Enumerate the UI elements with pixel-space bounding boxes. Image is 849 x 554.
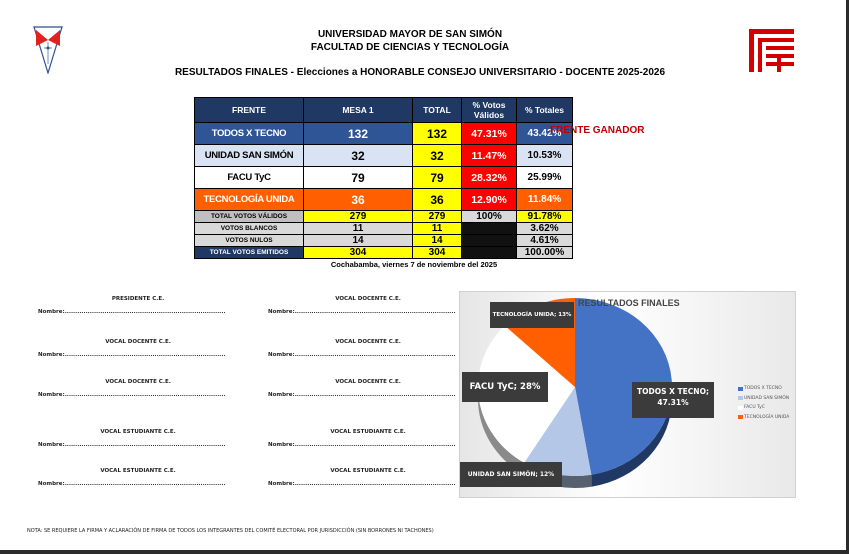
pct-totales: 91.78% [517, 211, 573, 223]
mesa1-votes: 11 [304, 223, 413, 235]
legend-label: UNIDAD SAN SIMÓN [744, 395, 790, 401]
mesa1-votes: 79 [304, 167, 413, 189]
signature-role: VOCAL ESTUDIANTE C.E. [100, 468, 176, 474]
winner-label: FRENTE GANADOR [550, 125, 645, 136]
signature-block [268, 468, 468, 487]
chart-title: RESULTADOS FINALES [578, 298, 680, 308]
signature-name-line: Nombre:............................................................................. [38, 309, 226, 315]
total-votes: 79 [413, 167, 462, 189]
legend-item [738, 394, 789, 404]
pct-validos: 100% [462, 211, 517, 223]
legend-swatch [738, 387, 743, 391]
header-mesa1: MESA 1 [304, 98, 413, 123]
signature-name-line: Nombre:............................................................................. [38, 352, 226, 358]
mesa1-votes: 279 [304, 211, 413, 223]
signature-role: VOCAL DOCENTE C.E. [335, 339, 401, 345]
summary-row-blancos [195, 223, 573, 235]
pct-totales: 43.42% [517, 123, 573, 145]
total-votes: 279 [413, 211, 462, 223]
signature-name-line: Nombre:............................................................................. [268, 309, 456, 315]
header-pct-totales: % Totales [517, 98, 573, 123]
results-title: RESULTADOS FINALES - Elecciones a HONORABLE CONSEJO UNIVERSITARIO - DOCENTE 2025-2026 [174, 67, 666, 78]
legend-label: FACU TyC [744, 405, 765, 411]
total-votes: 32 [413, 145, 462, 167]
faculty-name: FACULTAD DE CIENCIAS Y TECNOLOGÍA [310, 42, 510, 53]
summary-label: VOTOS NULOS [195, 235, 304, 247]
header-pct-validos: % Votos Válidos [462, 98, 517, 123]
summary-label: TOTAL VOTOS EMITIDOS [195, 247, 304, 259]
mesa1-votes: 304 [304, 247, 413, 259]
signature-block [38, 429, 238, 448]
mesa1-votes: 32 [304, 145, 413, 167]
signature-role: VOCAL DOCENTE C.E. [335, 296, 401, 302]
date-line: Cochabamba, viernes 7 de noviembre del 2025 [330, 260, 498, 269]
legend-swatch [738, 406, 743, 410]
signature-name-line: Nombre:............................................................................. [38, 442, 226, 448]
university-name: UNIVERSIDAD MAYOR DE SAN SIMÓN [317, 29, 503, 40]
pct-validos-empty [462, 235, 517, 247]
frente-name: TECNOLOGÍA UNIDA [195, 189, 304, 211]
header-total: TOTAL [413, 98, 462, 123]
pct-totales: 11.84% [517, 189, 573, 211]
total-votes: 304 [413, 247, 462, 259]
summary-label: VOTOS BLANCOS [195, 223, 304, 235]
pct-validos: 11.47% [462, 145, 517, 167]
summary-label: TOTAL VOTOS VÁLIDOS [195, 211, 304, 223]
pie-chart [459, 291, 796, 498]
table-row [195, 167, 573, 189]
summary-row-nulos [195, 235, 573, 247]
signature-role: VOCAL ESTUDIANTE C.E. [330, 468, 406, 474]
pct-totales: 25.99% [517, 167, 573, 189]
signature-role: VOCAL DOCENTE C.E. [335, 379, 401, 385]
signature-role: VOCAL ESTUDIANTE C.E. [100, 429, 176, 435]
chart-legend [738, 384, 789, 422]
signature-block [38, 468, 238, 487]
pct-validos-empty [462, 223, 517, 235]
legend-swatch [738, 415, 743, 419]
pct-validos: 28.32% [462, 167, 517, 189]
frente-name: UNIDAD SAN SIMÓN [195, 145, 304, 167]
pct-validos: 47.31% [462, 123, 517, 145]
table-header-row [195, 98, 573, 123]
table-row [195, 145, 573, 167]
frente-name: FACU TyC [195, 167, 304, 189]
mesa1-votes: 14 [304, 235, 413, 247]
data-label-tecnologia-unida: TECNOLOGÍA UNIDA; 13% [490, 302, 574, 328]
results-table [194, 97, 573, 259]
signature-name-line: Nombre:............................................................................. [38, 481, 226, 487]
legend-swatch [738, 396, 743, 400]
mesa1-votes: 36 [304, 189, 413, 211]
signature-block [268, 429, 468, 448]
signature-name-line: Nombre:............................................................................. [268, 442, 456, 448]
table-row [195, 123, 573, 145]
total-votes: 14 [413, 235, 462, 247]
legend-item [738, 403, 789, 413]
table-row [195, 189, 573, 211]
signature-block [38, 339, 238, 358]
mesa1-votes: 132 [304, 123, 413, 145]
pct-totales: 4.61% [517, 235, 573, 247]
signature-role: PRESIDENTE C.E. [111, 296, 165, 302]
total-votes: 132 [413, 123, 462, 145]
signature-role: VOCAL DOCENTE C.E. [105, 379, 171, 385]
total-votes: 11 [413, 223, 462, 235]
legend-item [738, 384, 789, 394]
pct-validos: 12.90% [462, 189, 517, 211]
legend-item [738, 413, 789, 423]
signature-name-line: Nombre:............................................................................. [38, 392, 226, 398]
signature-block [38, 379, 238, 398]
pct-validos-empty [462, 247, 517, 259]
summary-row-total-emitidos [195, 247, 573, 259]
signature-role: VOCAL DOCENTE C.E. [105, 339, 171, 345]
summary-row-total-validos [195, 211, 573, 223]
frente-name: TODOS X TECNO [195, 123, 304, 145]
legend-label: TECNOLOGÍA UNIDA [744, 414, 790, 420]
legend-label: TODOS X TECNO [744, 386, 782, 392]
data-label-todos-x-tecno: TODOS X TECNO; 47.31% [632, 382, 714, 418]
total-votes: 36 [413, 189, 462, 211]
signature-block [268, 339, 468, 358]
footer-note: NOTA: SE REQUIERE LA FIRMA Y ACLARACIÓN DE FIRMA DE TODOS LOS INTEGRANTES DEL COMITÉ ELECTORAL POR JURISDICCIÓN (SIN BORRONES NI TACHONES) [27, 528, 434, 534]
signature-block [268, 296, 468, 315]
header-frente: FRENTE [195, 98, 304, 123]
signature-block [268, 379, 468, 398]
signature-role: VOCAL ESTUDIANTE C.E. [330, 429, 406, 435]
pct-totales: 100.00% [517, 247, 573, 259]
signature-name-line: Nombre:............................................................................. [268, 392, 456, 398]
data-label-unidad-san-simon: UNIDAD SAN SIMÓN; 12% [460, 462, 562, 487]
pct-totales: 10.53% [517, 145, 573, 167]
data-label-facu-tyc: FACU TyC; 28% [462, 372, 548, 402]
signature-name-line: Nombre:............................................................................. [268, 352, 456, 358]
pct-totales: 3.62% [517, 223, 573, 235]
signature-name-line: Nombre:............................................................................. [268, 481, 456, 487]
signature-block [38, 296, 238, 315]
